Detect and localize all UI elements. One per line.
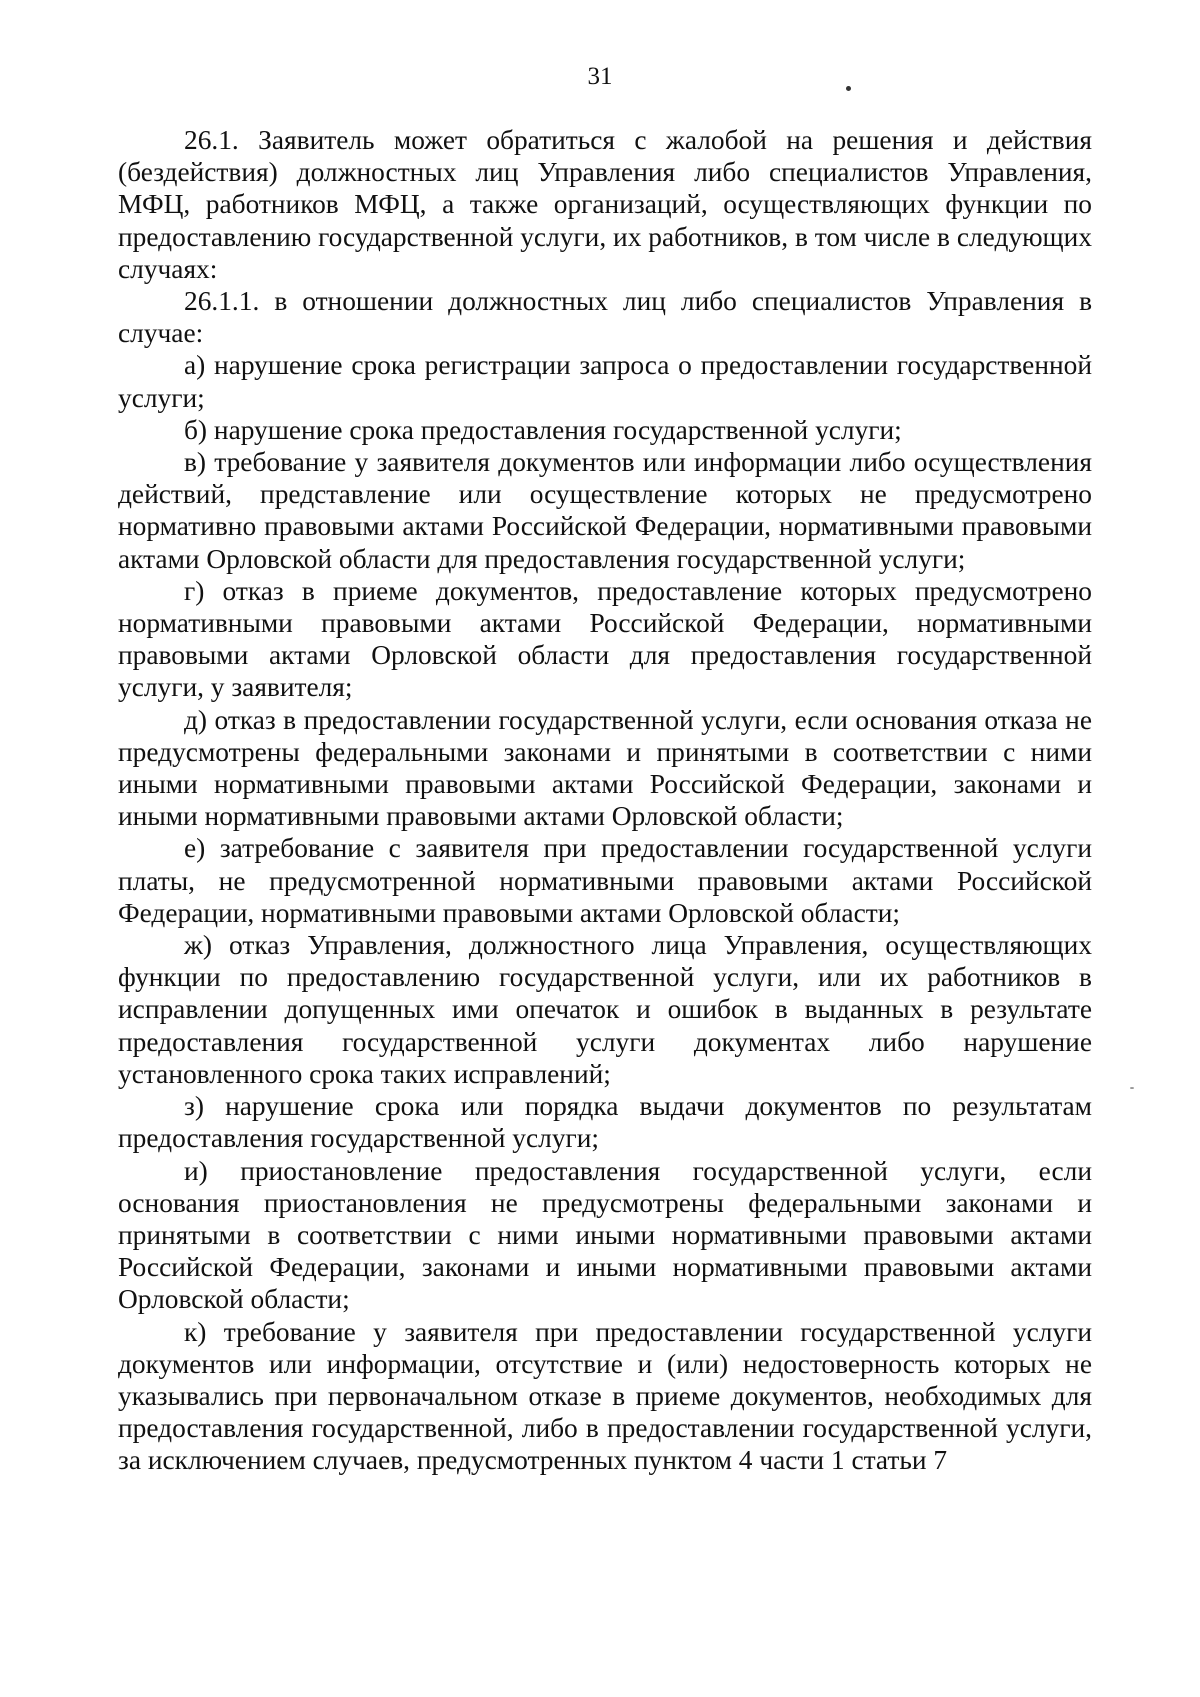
paragraph-item-z: з) нарушение срока или порядка выдачи документов по результатам предоставления государственной услуги; bbox=[118, 1091, 1092, 1154]
paragraph-26-1: 26.1. Заявитель может обратиться с жалобой на решения и действия (бездействия) должностных лиц Управления либо специалистов Управления, МФЦ, работников МФЦ, а также организаций, осуществляющих функции по предоставлению государственной услуги, их работников, в том числе в следующих случаях: bbox=[118, 125, 1092, 284]
paragraph-26-1-1: 26.1.1. в отношении должностных лиц либо специалистов Управления в случае: bbox=[118, 286, 1092, 349]
document-body bbox=[118, 124, 1092, 1477]
paragraph-item-b: б) нарушение срока предоставления государственной услуги; bbox=[184, 414, 902, 445]
scan-speck bbox=[1130, 1087, 1134, 1089]
paragraph-item-v: в) требование у заявителя документов или информации либо осуществления действий, представление или осуществление которых не предусмотрено нормативно правовыми актами Российской Федерации, нормативными правовыми актами Орловской области для предоставления государственной услуги; bbox=[118, 447, 1092, 574]
paragraph-item-k: к) требование у заявителя при предоставлении государственной услуги документов или информации, отсутствие и (или) недостоверность которых не указывались при первоначальном отказе в приеме документов, необходимых для предоставления государственной, либо в предоставлении государственной услуги, за исключением случаев, предусмотренных пунктом 4 части 1 статьи 7 bbox=[118, 1316, 1092, 1476]
paragraph-item-i: и) приостановление предоставления государственной услуги, если основания приостановления не предусмотрены федеральными законами и принятыми в соответствии с ними иными нормативными правовыми актами Российской Федерации, законами и иными нормативными правовыми актами Орловской области; bbox=[118, 1155, 1092, 1315]
paragraph-item-zh: ж) отказ Управления, должностного лица Управления, осуществляющих функции по предоставлению государственной услуги, или их работников в исправлении допущенных ими опечаток и ошибок в выданных в результате предоставления государственной услуги документах либо нарушение установленного срока таких исправлений; bbox=[118, 930, 1092, 1089]
page-number: 31 bbox=[587, 63, 613, 90]
paragraph-item-g: г) отказ в приеме документов, предоставление которых предусмотрено нормативными правовыми актами Российской Федерации, нормативными правовыми актами Орловской области для предоставления государственной услуги, у заявителя; bbox=[118, 575, 1092, 703]
paragraph-item-a: а) нарушение срока регистрации запроса о предоставлении государственной услуги; bbox=[118, 350, 1092, 413]
paragraph-item-d: д) отказ в предоставлении государственной услуги, если основания отказа не предусмотрены федеральными законами и принятыми в соответствии с ними иными нормативными правовыми актами Российской Федерации, законами и иными нормативными правовыми актами Орловской области; bbox=[118, 704, 1092, 832]
scan-speck bbox=[846, 86, 851, 91]
paragraph-item-e: е) затребование с заявителя при предоставлении государственной услуги платы, не предусмотренной нормативными правовыми актами Российской Федерации, нормативными правовыми актами Орловской области; bbox=[118, 833, 1092, 928]
